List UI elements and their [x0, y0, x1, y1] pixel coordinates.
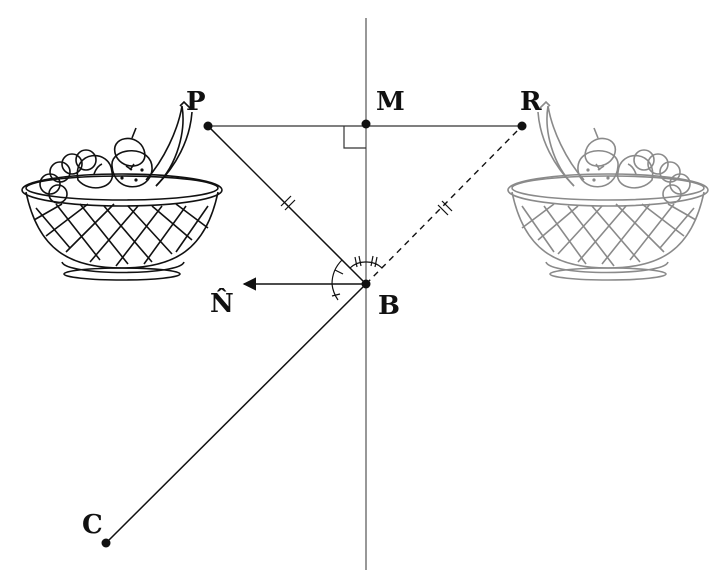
ray-bc	[106, 284, 366, 543]
point-m	[362, 120, 371, 129]
point-c	[102, 539, 111, 548]
label-b: B	[378, 291, 400, 321]
point-p	[204, 122, 213, 131]
label-r: R	[520, 87, 542, 117]
fruit-basket-image-icon	[508, 102, 708, 280]
virtual-ray-br	[366, 126, 522, 284]
label-p: P	[186, 87, 206, 117]
right-angle-marker	[344, 126, 366, 148]
label-c: C	[82, 510, 103, 540]
label-m: M	[376, 87, 405, 117]
equal-length-ticks-pb	[281, 196, 295, 210]
ray-pb	[208, 126, 366, 284]
fruit-basket-icon	[22, 102, 222, 280]
point-r	[518, 122, 527, 131]
label-normal: N̂	[210, 289, 234, 319]
point-b	[362, 280, 371, 289]
